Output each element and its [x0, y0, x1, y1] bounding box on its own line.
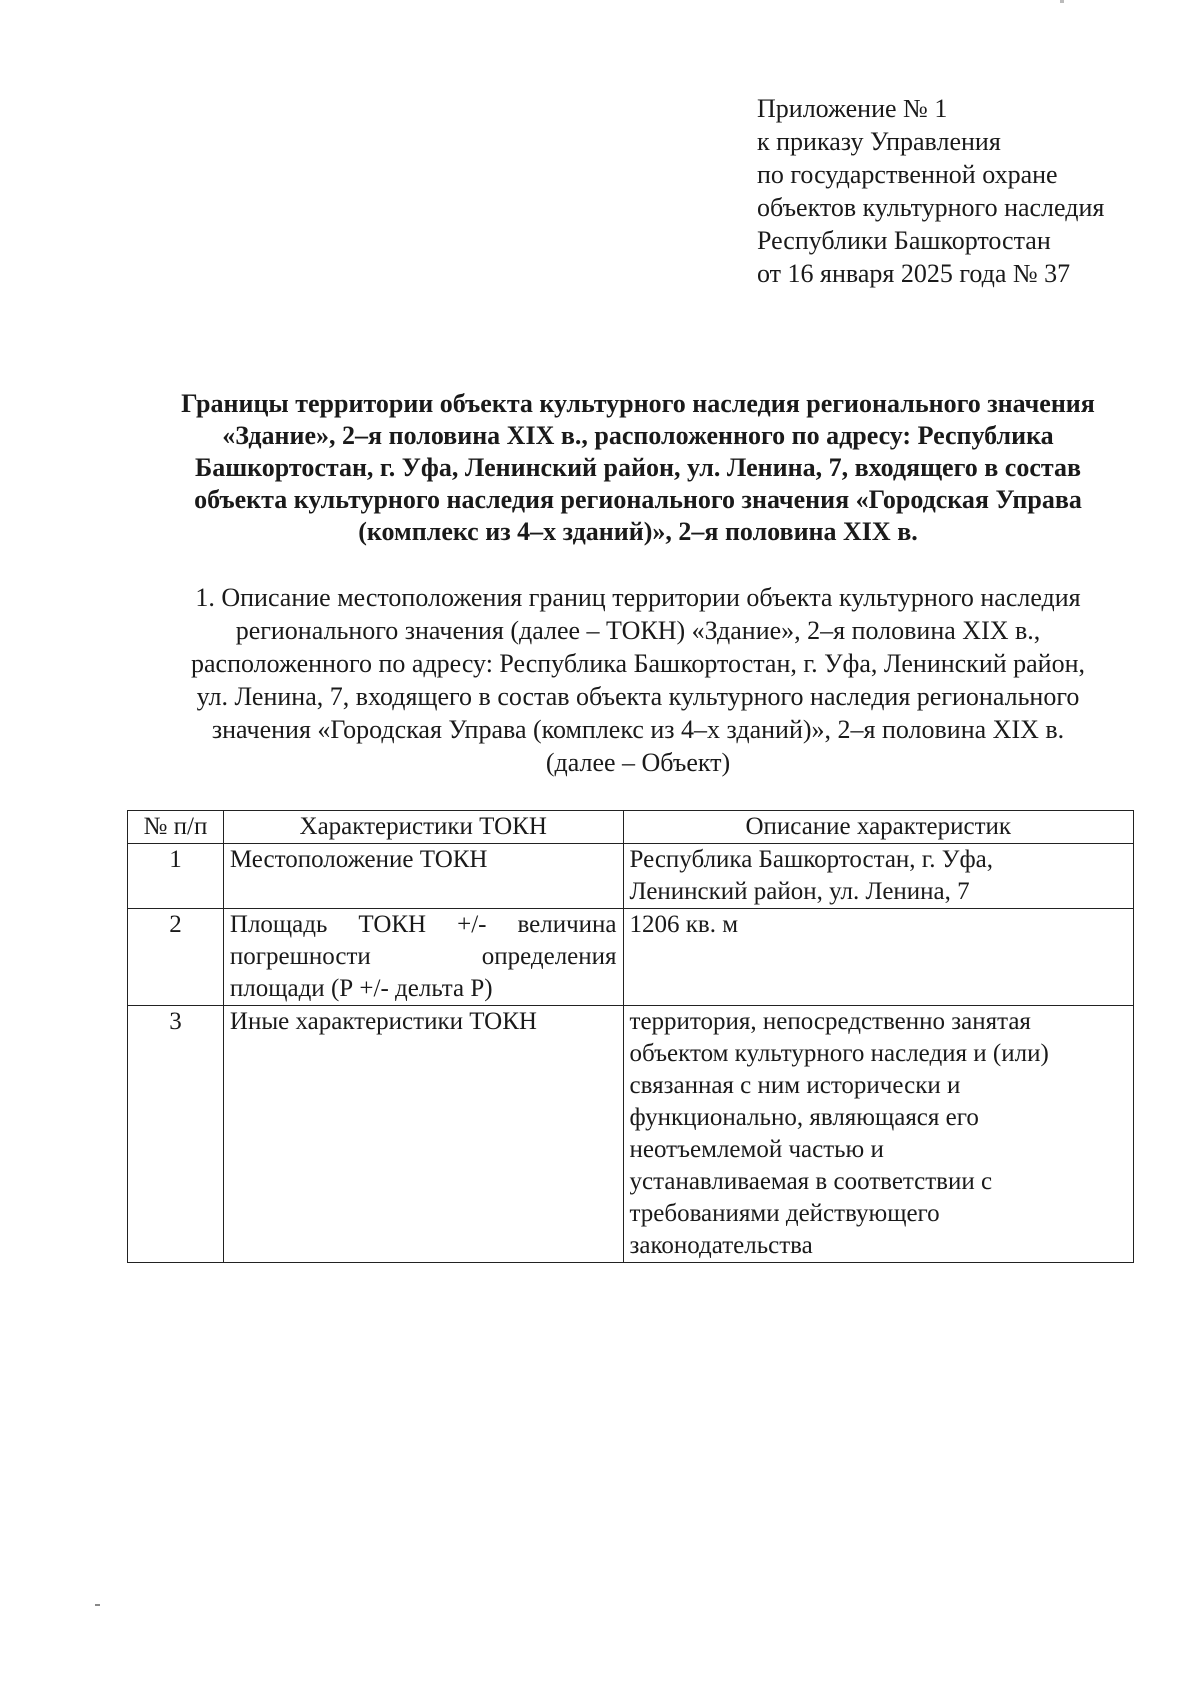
- cell-line: 1206 кв. м: [629, 911, 739, 938]
- cell-line: погрешности определения: [229, 943, 617, 970]
- title-line: (комплекс из 4–х зданий)», 2–я половина XIX в.: [358, 517, 918, 546]
- description-line: ул. Ленина, 7, входящего в состав объекта культурного наследия регионального: [196, 682, 1080, 711]
- appendix-line: Приложение № 1: [757, 94, 948, 123]
- row-characteristic: [223, 844, 623, 909]
- table-row: [128, 844, 1134, 909]
- column-header-description: Описание характеристик: [623, 811, 1133, 844]
- row-description: [623, 844, 1133, 909]
- row-characteristic: [223, 909, 623, 1006]
- section-description: [120, 581, 1156, 779]
- row-description: [623, 909, 1133, 1006]
- row-characteristic: [223, 1006, 623, 1263]
- title-line: Границы территории объекта культурного наследия регионального значения: [181, 389, 1095, 418]
- appendix-line: объектов культурного наследия: [757, 193, 1105, 222]
- title-line: «Здание», 2–я половина XIX в., расположенного по адресу: Республика: [222, 421, 1054, 450]
- cell-line: связанная с ним исторически и: [629, 1072, 961, 1099]
- cell-line: Площадь ТОКН +/- величина: [229, 911, 617, 938]
- row-description: [623, 1006, 1133, 1263]
- cell-line: объектом культурного наследия и (или): [629, 1040, 1049, 1067]
- characteristics-table: [127, 810, 1134, 1263]
- description-line: 1. Описание местоположения границ территории объекта культурного наследия: [195, 583, 1081, 612]
- cell-line: функционально, являющаяся его: [629, 1104, 979, 1131]
- cell-line: Местоположение ТОКН: [229, 846, 488, 873]
- description-line: (далее – Объект): [545, 748, 731, 777]
- cell-line: законодательства: [629, 1232, 813, 1259]
- cell-line: Иные характеристики ТОКН: [229, 1008, 537, 1035]
- column-header-number: № п/п: [128, 811, 224, 844]
- column-header-characteristic: Характеристики ТОКН: [223, 811, 623, 844]
- table-row: [128, 1006, 1134, 1263]
- cell-line: Республика Башкортостан, г. Уфа,: [629, 846, 993, 873]
- cell-line: требованиями действующего: [629, 1200, 940, 1227]
- appendix-line: от 16 января 2025 года № 37: [757, 259, 1071, 288]
- appendix-line: к приказу Управления: [757, 127, 1001, 156]
- appendix-header: [757, 92, 1104, 290]
- document-title: [120, 388, 1156, 548]
- title-line: объекта культурного наследия регионального значения «Городская Управа: [194, 485, 1082, 514]
- title-line: Башкортостан, г. Уфа, Ленинский район, ул. Ленина, 7, входящего в состав: [195, 453, 1081, 482]
- row-number: 2: [128, 909, 224, 1006]
- cell-line: территория, непосредственно занятая: [629, 1008, 1031, 1035]
- scan-speck: [1060, 0, 1064, 3]
- table-header-row: [128, 811, 1134, 844]
- scan-dash: [95, 1604, 100, 1606]
- description-line: расположенного по адресу: Республика Башкортостан, г. Уфа, Ленинский район,: [190, 649, 1086, 678]
- appendix-line: Республики Башкортостан: [757, 226, 1051, 255]
- description-line: значения «Городская Управа (комплекс из 4–х зданий)», 2–я половина XIX в.: [211, 715, 1065, 744]
- row-number: 1: [128, 844, 224, 909]
- description-line: регионального значения (далее – ТОКН) «Здание», 2–я половина XIX в.,: [235, 616, 1041, 645]
- row-number: 3: [128, 1006, 224, 1263]
- table-row: [128, 909, 1134, 1006]
- cell-line: неотъемлемой частью и: [629, 1136, 884, 1163]
- cell-line: устанавливаемая в соответствии с: [629, 1168, 993, 1195]
- cell-line: площади (Р +/- дельта Р): [229, 975, 493, 1002]
- cell-line: Ленинский район, ул. Ленина, 7: [629, 878, 970, 905]
- appendix-line: по государственной охране: [757, 160, 1058, 189]
